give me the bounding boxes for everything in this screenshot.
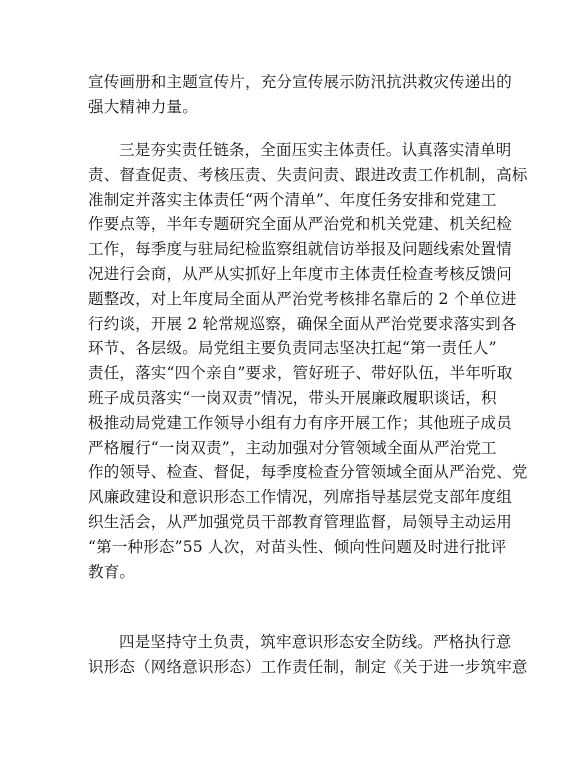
text-line: 识形态（网络意识形态）工作责任制，制定《关于进一步筑牢意: [88, 657, 528, 676]
text-line: 作的领导、检查、督促，每季度检查分管领域全面从严治党、党: [88, 463, 528, 482]
text-line: 风廉政建设和意识形态工作情况，列席指导基层党支部年度组: [88, 488, 512, 507]
text-line: 作要点等，半年专题研究全面从严治党和机关党建、机关纪检: [88, 215, 512, 234]
text-line: 严格履行“一岗双责”，主动加强对分管领域全面从严治党工: [88, 438, 497, 457]
paragraph-section-three: [88, 138, 528, 584]
text-line: 题整改，对上年度局全面从严治党考核排名靠后的 2 个单位进: [88, 289, 517, 308]
text-line: 环节、各层级。局党组主要负责同志坚决扛起“第一责任人”: [88, 339, 497, 358]
text-line: 织生活会，从严加强党员干部教育管理监督，局领导主动运用: [88, 512, 512, 531]
text-line: 宣传画册和主题宣传片，充分宣传展示防汛抗洪救灾传递出的: [88, 73, 512, 91]
text-line: 三是夯实责任链条，全面压实主体责任。认真落实清单明: [119, 141, 512, 159]
text-line: 行约谈，开展 2 轮常规巡察，确保全面从严治党要求落实到各: [88, 314, 517, 333]
text-line: 四是坚持守土负责，筑牢意识形态安全防线。严格执行意: [119, 633, 512, 651]
text-line: 极推动局党建工作领导小组有力有序开展工作；其他班子成员: [88, 413, 512, 432]
paragraph-continuation: [88, 70, 512, 120]
text-line: 责、督查促责、考核压责、失责问责、跟进改责工作机制，高标: [88, 165, 528, 184]
text-line: 准制定并落实主体责任“两个清单”、年度任务安排和党建工: [88, 190, 497, 209]
text-line: “第一种形态”55 人次，对苗头性、倾向性问题及时进行批评: [88, 537, 507, 556]
text-line: 强大精神力量。: [88, 97, 198, 116]
text-line: 责任，落实“四个亲自”要求，管好班子、带好队伍，半年听取: [88, 364, 513, 383]
text-line: 班子成员落实“一岗双责”情况，带头开展廉政履职谈话，积: [88, 388, 497, 407]
text-line: 教育。: [88, 562, 136, 581]
paragraph-section-four: [88, 630, 528, 680]
text-line: 况进行会商，从严从实抓好上年度市主体责任检查考核反馈问: [88, 264, 512, 283]
text-line: 工作，每季度与驻局纪检监察组就信访举报及问题线索处置情: [88, 240, 512, 259]
